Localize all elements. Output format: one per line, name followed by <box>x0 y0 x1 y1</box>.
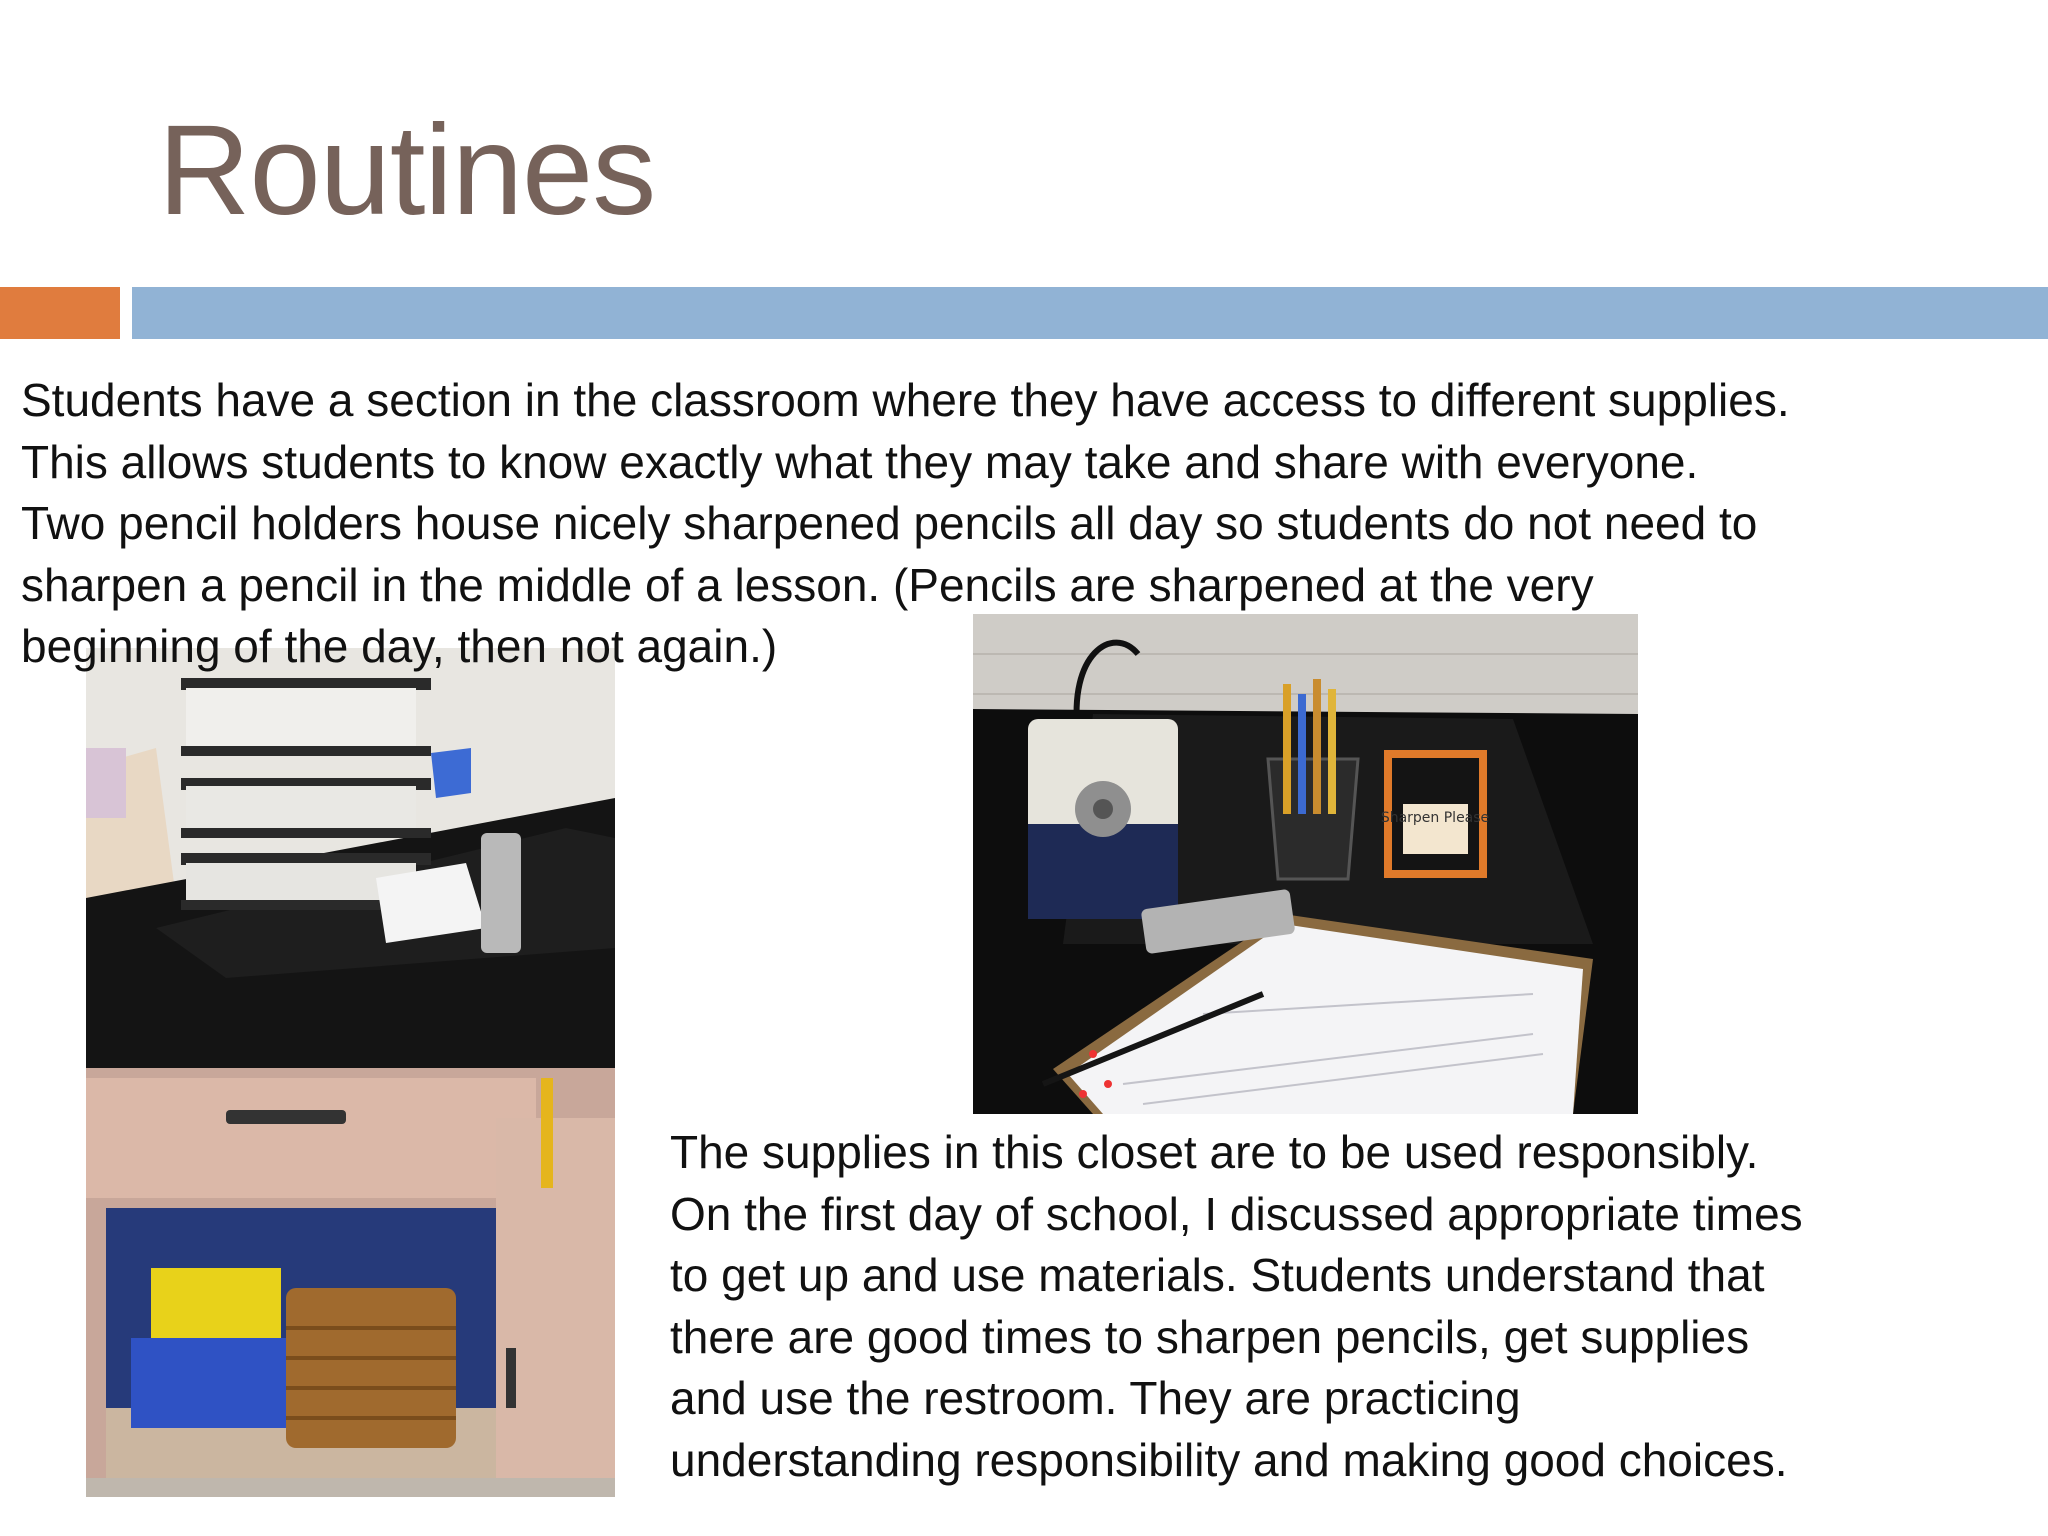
intro-line: Students have a section in the classroom where they have access to different supplies. <box>21 374 1790 426</box>
closing-line: there are good times to sharpen pencils, get supplies <box>670 1310 1750 1363</box>
supply-cart-photo <box>86 648 615 1497</box>
title-accent-bar-orange <box>0 287 120 339</box>
pencil-station-illustration <box>973 614 1638 1114</box>
pencil-station-photo <box>973 614 1638 1114</box>
slide-title: Routines <box>158 99 656 242</box>
closing-line: On the first day of school, I discussed appropriate times <box>670 1187 1803 1240</box>
closing-line: and use the restroom. They are practicing <box>670 1372 1521 1424</box>
intro-line: beginning of the day, then not again.) <box>21 620 778 672</box>
closing-line: The supplies in this closet are to be used responsibly. <box>670 1126 1759 1178</box>
intro-line: Two pencil holders house nicely sharpened pencils all day so students do not need to <box>21 497 1758 549</box>
intro-line: This allows students to know exactly what they may take and share with everyone. <box>21 435 1699 488</box>
closing-line: understanding responsibility and making good choices. <box>670 1433 1788 1486</box>
sharpen-please-label: Sharpen Please <box>1380 810 1490 826</box>
title-accent-bar-blue <box>132 287 2048 339</box>
intro-line: sharpen a pencil in the middle of a lesson. (Pencils are sharpened at the very <box>21 558 1594 611</box>
intro-paragraph <box>21 370 2031 678</box>
supply-cart-illustration <box>86 648 615 1497</box>
closing-line: to get up and use materials. Students understand that <box>670 1249 1765 1301</box>
closing-paragraph <box>670 1122 1970 1491</box>
